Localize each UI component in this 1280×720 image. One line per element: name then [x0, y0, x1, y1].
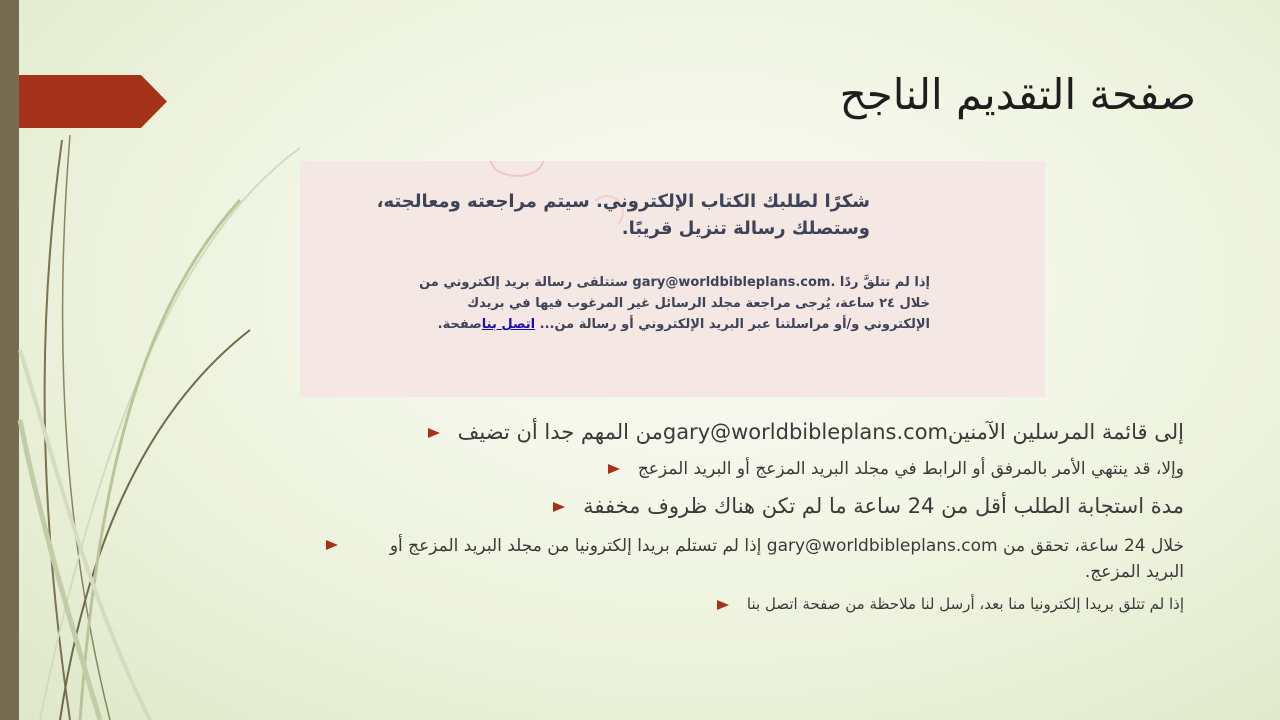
decorative-ring: [490, 161, 544, 177]
bullet-item: [314, 414, 1184, 450]
title-ribbon: [19, 75, 167, 128]
thank-you-line: وستصلك رسالة تنزيل قريبًا.: [621, 218, 870, 239]
bullet-item: [314, 591, 1184, 617]
bullet-item: [314, 533, 1184, 585]
thank-you-message: [360, 188, 870, 242]
bullet-arrow-icon: [553, 502, 565, 512]
bullet-text: خلال 24 ساعة، تحقق من gary@worldbibleplans.com إذا لم تستلم بريدا إلكترونيا من مجلد البريد المزعج أو البريد المزعج.: [389, 536, 1184, 582]
notice-text: الإلكتروني و/أو مراسلتنا عبر البريد الإلكتروني أو رسالة من...: [539, 317, 930, 332]
bullet-arrow-icon: [326, 540, 338, 550]
bullet-text: إذا لم تتلق بريدا إلكترونيا منا بعد، أرسل لنا ملاحظة من صفحة اتصل بنا: [746, 595, 1184, 613]
confirmation-screenshot: [300, 161, 1045, 397]
bullet-item: [314, 488, 1184, 524]
bullet-text: إلى قائمة المرسلين الآمنينgary@worldbibleplans.comمن المهم جدا أن تضيف: [457, 420, 1184, 444]
slide-title: صفحة التقديم الناجح: [839, 70, 1196, 119]
bullet-list: [314, 414, 1184, 617]
bullet-item: [314, 454, 1184, 484]
notice-line: خلال ٢٤ ساعة، يُرجى مراجعة مجلد الرسائل غير المرغوب فيها في بريدك: [467, 296, 930, 311]
thank-you-line: شكرًا لطلبك الكتاب الإلكتروني. سيتم مراجعته ومعالجته،: [376, 191, 870, 212]
notice-line: [398, 314, 930, 335]
bullet-arrow-icon: [428, 428, 440, 438]
notice-line: إذا لم تتلقَّ ردًا .gary@worldbibleplans.com ستتلقى رسالة بريد إلكتروني من: [419, 275, 930, 290]
bullet-text: وإلا، قد ينتهي الأمر بالمرفق أو الرابط في مجلد البريد المزعج أو البريد المزعج: [637, 459, 1184, 479]
bullet-arrow-icon: [717, 600, 729, 610]
contact-us-link[interactable]: اتصل بنا: [481, 317, 536, 332]
email-notice: [398, 272, 930, 335]
bullet-text: مدة استجابة الطلب أقل من 24 ساعة ما لم تكن هناك ظروف مخففة: [583, 494, 1184, 518]
notice-text: صفحة.: [437, 317, 482, 332]
bullet-arrow-icon: [608, 464, 620, 474]
